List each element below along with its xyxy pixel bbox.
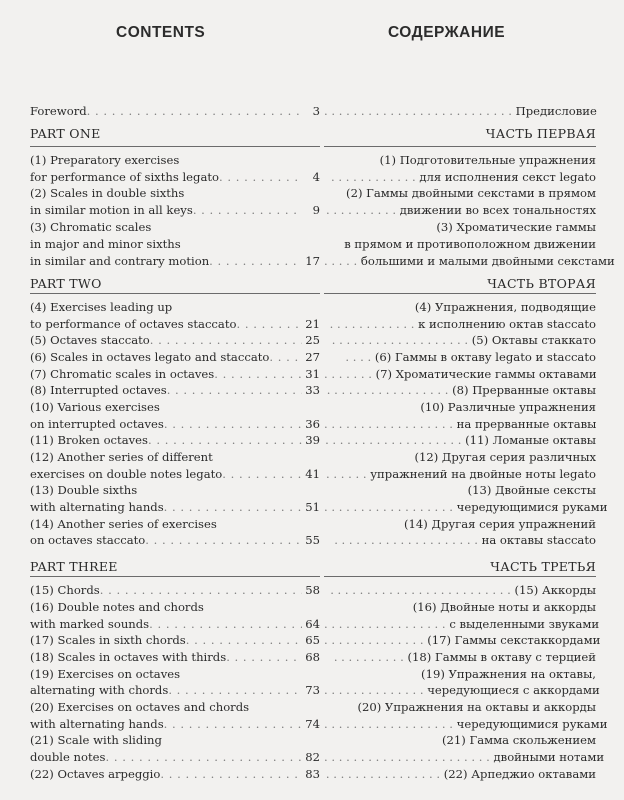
entry-title: Foreword <box>30 104 87 118</box>
toc-entry <box>324 732 596 749</box>
dot-leader: . . . . . . . . . . . . . . . . . . . . . . . <box>324 750 494 764</box>
toc-entry <box>324 236 596 253</box>
section-divider <box>324 146 596 147</box>
part-title: ЧАСТЬ ТРЕТЬЯ <box>490 559 596 574</box>
entry-title: (4) Exercises leading up <box>30 300 173 314</box>
toc-entry <box>324 599 596 616</box>
dot-leader <box>269 349 302 366</box>
toc-entry <box>324 649 596 666</box>
part-heading <box>30 275 320 292</box>
dot-leader <box>222 466 302 483</box>
toc-entry <box>30 416 320 433</box>
entry-title: in similar motion in all keys <box>30 203 193 217</box>
entry-title: double notes <box>30 750 106 764</box>
entry-title: (21) Scale with sliding <box>30 733 162 747</box>
entry-title: (18) Scales in octaves with thirds <box>30 650 227 664</box>
entry-title: в прямом и противоположном движении <box>344 237 596 251</box>
dot-leader: . . . . <box>345 350 375 364</box>
toc-entry <box>30 366 320 383</box>
entry-title: (17) Scales in sixth chords <box>30 633 186 647</box>
entry-title: (5) Octaves staccato <box>30 333 150 347</box>
entry-title: with marked sounds <box>30 617 150 631</box>
dot-leader <box>186 632 302 649</box>
entry-title: (19) Упражнения на октавы, <box>421 667 596 681</box>
toc-entry <box>324 616 600 633</box>
part-heading <box>30 558 320 575</box>
entry-title: (20) Exercises on octaves and chords <box>30 700 250 714</box>
toc-entry <box>324 103 596 120</box>
contents-heading-ru: СОДЕРЖАНИЕ <box>388 24 506 41</box>
page-number: 55 <box>305 533 320 547</box>
dot-leader <box>164 499 302 516</box>
toc-entry <box>324 466 596 483</box>
page-number: 17 <box>305 254 320 268</box>
entry-title: (6) Гаммы в октаву legato и staccato <box>374 350 596 364</box>
toc-entry <box>30 532 320 549</box>
page-number: 51 <box>305 500 320 514</box>
toc-entry <box>30 103 320 120</box>
entry-title: on octaves staccato <box>30 533 146 547</box>
toc-entry <box>30 616 320 633</box>
toc-entry <box>30 399 320 416</box>
entry-title: с выделенными звуками <box>449 617 600 631</box>
page-number: 31 <box>305 367 320 381</box>
toc-entry <box>30 152 320 169</box>
dot-leader: . . . . . . . <box>324 367 376 381</box>
entry-title: (13) Double sixths <box>30 483 138 497</box>
section-divider <box>324 576 596 577</box>
page-number: 58 <box>305 583 320 597</box>
dot-leader: . . . . . . . . . . . . <box>329 317 419 331</box>
page-number: 27 <box>305 350 320 364</box>
entry-title: (1) Подготовительные упражнения <box>379 153 596 167</box>
toc-entry <box>30 432 320 449</box>
entry-title: большими и малыми двойными секстами <box>360 254 615 268</box>
entry-title: (16) Double notes and chords <box>30 600 204 614</box>
part-title: PART ONE <box>30 126 101 141</box>
dot-leader <box>219 169 302 186</box>
toc-entry <box>324 202 596 219</box>
dot-leader: . . . . . . . . . . <box>326 203 400 217</box>
toc-entry <box>324 766 596 783</box>
entry-title: in major and minor sixths <box>30 237 181 251</box>
toc-entry <box>324 332 596 349</box>
dot-leader: . . . . . . . . . . . . . . . . . . . . . . . . . <box>330 583 515 597</box>
toc-entry <box>30 169 320 186</box>
entry-title: (21) Гамма скольжением <box>442 733 596 747</box>
dot-leader: . . . . . . . . . . . . . . . . <box>325 767 444 781</box>
entry-title: к исполнению октав staccato <box>418 317 596 331</box>
toc-entry <box>324 432 596 449</box>
toc-entry <box>324 716 608 733</box>
entry-title: на прерванные октавы <box>456 417 597 431</box>
dot-leader: . . . . . <box>324 254 361 268</box>
dot-leader <box>160 766 302 783</box>
entry-title: (17) Гаммы секстаккордами <box>427 633 601 647</box>
entry-title: (14) Another series of exercises <box>30 517 217 531</box>
toc-entry <box>30 382 320 399</box>
toc-entry <box>324 316 596 333</box>
section-divider <box>30 146 320 147</box>
dot-leader <box>148 432 302 449</box>
entry-title: with alternating hands <box>30 717 164 731</box>
entry-title: (22) Арпеджио октавами <box>443 767 596 781</box>
entry-title: (6) Scales in octaves legato and staccato <box>30 350 270 364</box>
toc-entry <box>324 632 601 649</box>
entry-title: (11) Broken octaves <box>30 433 148 447</box>
entry-title: (3) Chromatic scales <box>30 220 152 234</box>
dot-leader <box>168 682 302 699</box>
toc-entry <box>30 699 320 716</box>
page-number: 68 <box>305 650 320 664</box>
entry-title: (2) Гаммы двойными секстами в прямом <box>346 186 596 200</box>
dot-leader <box>105 749 302 766</box>
section-divider <box>30 293 320 294</box>
toc-entry <box>30 202 320 219</box>
toc-entry <box>324 399 596 416</box>
entry-title: (12) Another series of different <box>30 450 213 464</box>
entry-title: to performance of octaves staccato <box>30 317 237 331</box>
toc-entry <box>30 599 320 616</box>
dot-leader: . . . . . . . . . . . . . . . . . . . <box>325 433 466 447</box>
page-number: 39 <box>305 433 320 447</box>
toc-entry <box>30 732 320 749</box>
dot-leader <box>167 382 302 399</box>
entry-title: упражнений на двойные ноты legato <box>370 467 596 481</box>
dot-leader: . . . . . . . . . . . . . . . . . <box>324 617 450 631</box>
entry-title: (18) Гаммы в октаву с терцией <box>407 650 596 664</box>
toc-entry <box>324 449 596 466</box>
dot-leader: . . . . . . . . . . . . . . . . . . . <box>331 333 472 347</box>
part-heading <box>324 275 596 292</box>
toc-entry <box>324 516 596 533</box>
entry-title: чередующимися руками <box>456 500 608 514</box>
dot-leader <box>236 316 302 333</box>
toc-entry <box>30 632 320 649</box>
dot-leader: . . . . . . . . . . . . . . <box>324 683 428 697</box>
toc-entry <box>324 299 596 316</box>
dot-leader: . . . . . . . . . . . . <box>330 170 420 184</box>
section-divider <box>324 293 596 294</box>
page-number: 3 <box>312 104 320 118</box>
page-number: 41 <box>305 467 320 481</box>
dot-leader: . . . . . . . . . . . . . . . . . . <box>324 417 457 431</box>
entry-title: with alternating hands <box>30 500 164 514</box>
entry-title: (4) Упражнения, подводящие <box>414 300 596 314</box>
dot-leader: . . . . . . . . . . . . . . . . . . . . <box>334 533 482 547</box>
entry-title: (8) Прерванные октавы <box>452 383 596 397</box>
page-number: 65 <box>305 633 320 647</box>
toc-entry <box>324 253 615 270</box>
toc-entry <box>30 716 320 733</box>
dot-leader: . . . . . . . . . . . . . . . . . . <box>324 717 457 731</box>
toc-entry <box>324 366 596 383</box>
entry-title: exercises on double notes legato <box>30 467 223 481</box>
toc-entry <box>324 219 596 236</box>
dot-leader: . . . . . . . . . . . . . . . . . . . . . . . . . . <box>324 104 516 118</box>
dot-leader <box>87 103 302 120</box>
part-heading <box>324 125 596 142</box>
entry-title: чередующимися руками <box>456 717 608 731</box>
entry-title: чередующиеся с аккордами <box>427 683 600 697</box>
toc-entry <box>30 449 320 466</box>
page-number: 83 <box>305 767 320 781</box>
toc-entry <box>30 649 320 666</box>
toc-entry <box>324 416 596 433</box>
toc-entry <box>30 666 320 683</box>
dot-leader <box>150 332 302 349</box>
toc-entry <box>324 152 596 169</box>
entry-title: (14) Другая серия упражнений <box>404 517 596 531</box>
dot-leader <box>164 416 302 433</box>
toc-entry <box>324 749 605 766</box>
page-number: 4 <box>312 170 320 184</box>
toc-entry <box>324 699 596 716</box>
toc-entry <box>30 332 320 349</box>
entry-title: (5) Октавы стаккато <box>471 333 596 347</box>
page-number: 82 <box>305 750 320 764</box>
page-number: 74 <box>305 717 320 731</box>
entry-title: on interrupted octaves <box>30 417 164 431</box>
dot-leader <box>164 716 302 733</box>
toc-entry <box>324 682 600 699</box>
toc-entry <box>30 482 320 499</box>
page-number: 73 <box>305 683 320 697</box>
page-number: 64 <box>305 617 320 631</box>
page-number: 25 <box>305 333 320 347</box>
part-title: PART TWO <box>30 276 102 291</box>
entry-title: (20) Упражнения на октавы и аккорды <box>357 700 596 714</box>
entry-title: (1) Preparatory exercises <box>30 153 180 167</box>
toc-entry <box>30 516 320 533</box>
toc-entry <box>30 749 320 766</box>
entry-title: (19) Exercises on octaves <box>30 667 181 681</box>
entry-title: (7) Chromatic scales in octaves <box>30 367 215 381</box>
entry-title: (8) Interrupted octaves <box>30 383 167 397</box>
entry-title: (11) Ломаные октавы <box>465 433 596 447</box>
dot-leader <box>226 649 302 666</box>
toc-entry <box>324 169 596 186</box>
dot-leader <box>209 253 302 270</box>
toc-entry <box>30 299 320 316</box>
entry-title: (10) Различные упражнения <box>420 400 596 414</box>
entry-title: in similar and contrary motion <box>30 254 210 268</box>
toc-entry <box>324 499 608 516</box>
entry-title: (7) Хроматические гаммы октавами <box>375 367 597 381</box>
toc-entry <box>30 499 320 516</box>
entry-title: Предисловие <box>515 104 597 118</box>
entry-title: (22) Octaves arpeggio <box>30 767 161 781</box>
dot-leader <box>149 616 302 633</box>
page-number: 21 <box>305 317 320 331</box>
dot-leader: . . . . . . <box>325 467 371 481</box>
toc-column-english <box>30 0 320 800</box>
entry-title: двойными нотами <box>493 750 605 764</box>
toc-entry <box>324 582 596 599</box>
page-number: 33 <box>305 383 320 397</box>
dot-leader <box>193 202 302 219</box>
page-number: 9 <box>312 203 320 217</box>
entry-title: (3) Хроматические гаммы <box>436 220 596 234</box>
section-divider <box>30 576 320 577</box>
toc-entry <box>30 682 320 699</box>
toc-entry <box>324 349 596 366</box>
dot-leader: . . . . . . . . . . <box>333 650 408 664</box>
part-title: PART THREE <box>30 559 118 574</box>
dot-leader <box>100 582 302 599</box>
entry-title: на октавы staccato <box>481 533 596 547</box>
entry-title: for performance of sixths legato <box>30 170 220 184</box>
part-title: ЧАСТЬ ВТОРАЯ <box>487 276 596 291</box>
entry-title: (10) Various exercises <box>30 400 160 414</box>
toc-column-russian <box>324 0 615 800</box>
part-title: ЧАСТЬ ПЕРВАЯ <box>485 126 596 141</box>
toc-entry <box>324 666 596 683</box>
dot-leader <box>145 532 302 549</box>
toc-entry <box>30 582 320 599</box>
dot-leader: . . . . . . . . . . . . . . <box>324 633 428 647</box>
entry-title: alternating with chords <box>30 683 169 697</box>
dot-leader: . . . . . . . . . . . . . . . . . . <box>324 500 457 514</box>
toc-entry <box>30 349 320 366</box>
entry-title: (15) Chords <box>30 583 100 597</box>
toc-entry <box>30 466 320 483</box>
dot-leader <box>214 366 302 383</box>
toc-entry <box>30 316 320 333</box>
entry-title: (13) Двойные сексты <box>467 483 596 497</box>
toc-entry <box>30 185 320 202</box>
toc-entry <box>324 185 596 202</box>
contents-heading-en: CONTENTS <box>116 24 206 41</box>
toc-entry <box>324 482 596 499</box>
toc-entry <box>30 253 320 270</box>
toc-entry <box>324 532 596 549</box>
entry-title: (2) Scales in double sixths <box>30 186 185 200</box>
entry-title: движении во всех тональностях <box>399 203 596 217</box>
part-heading <box>324 558 596 575</box>
entry-title: (12) Другая серия различных <box>414 450 596 464</box>
dot-leader: . . . . . . . . . . . . . . . . . <box>326 383 453 397</box>
toc-entry <box>30 219 320 236</box>
entry-title: (15) Аккорды <box>514 583 596 597</box>
entry-title: для исполнения секст legato <box>419 170 596 184</box>
entry-title: (16) Двойные ноты и аккорды <box>412 600 596 614</box>
toc-entry <box>30 236 320 253</box>
page-number: 36 <box>305 417 320 431</box>
toc-entry <box>30 766 320 783</box>
part-heading <box>30 125 320 142</box>
toc-entry <box>324 382 596 399</box>
